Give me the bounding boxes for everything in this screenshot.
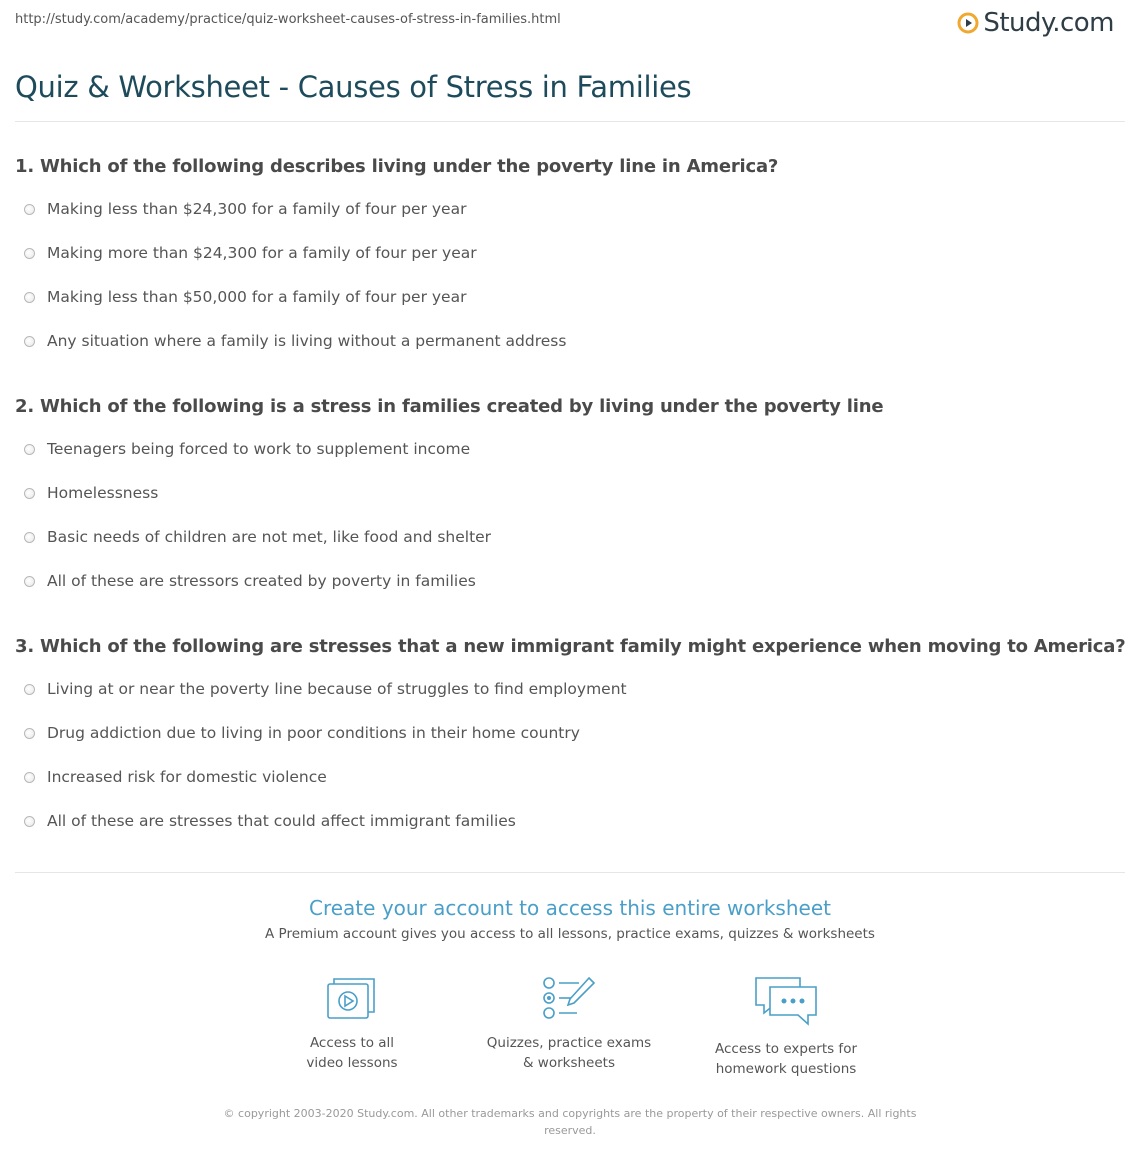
option-label: Basic needs of children are not met, like food and shelter <box>47 528 492 546</box>
answer-option[interactable] <box>24 244 477 262</box>
radio-button[interactable] <box>24 204 35 215</box>
copyright-notice: © copyright 2003-2020 Study.com. All other trademarks and copyrights are the property of their respective owners. All rights reserved. <box>223 1107 917 1137</box>
option-label: All of these are stresses that could affect immigrant families <box>47 812 516 830</box>
question-1: 1. Which of the following describes living under the poverty line in America? <box>15 156 779 177</box>
feature-experts <box>686 975 886 1079</box>
radio-button[interactable] <box>24 444 35 455</box>
feature-video-lessons <box>252 975 452 1073</box>
radio-button[interactable] <box>24 772 35 783</box>
radio-button[interactable] <box>24 684 35 695</box>
answer-option[interactable] <box>24 484 158 502</box>
feature-label: Quizzes, practice exams & worksheets <box>486 1035 652 1071</box>
answer-option[interactable] <box>24 440 470 458</box>
url-bar: http://study.com/academy/practice/quiz-worksheet-causes-of-stress-in-families.html <box>15 12 561 27</box>
radio-button[interactable] <box>24 816 35 827</box>
radio-button[interactable] <box>24 248 35 259</box>
answer-option[interactable] <box>24 200 466 218</box>
page-title: Quiz & Worksheet - Causes of Stress in Families <box>15 70 692 104</box>
feature-label: Access to experts for homework questions <box>714 1041 857 1077</box>
answer-option[interactable] <box>24 680 627 698</box>
radio-button[interactable] <box>24 292 35 303</box>
chat-experts-icon <box>754 975 818 1027</box>
feature-label: Access to all video lessons <box>306 1035 398 1071</box>
option-label: All of these are stressors created by poverty in families <box>47 572 476 590</box>
create-account-link[interactable]: Create your account to access this entire worksheet <box>309 896 831 920</box>
premium-description: A Premium account gives you access to all lessons, practice exams, quizzes & worksheets <box>265 926 875 942</box>
radio-button[interactable] <box>24 336 35 347</box>
answer-option[interactable] <box>24 768 327 786</box>
option-label: Making less than $50,000 for a family of four per year <box>47 288 467 306</box>
question-2: 2. Which of the following is a stress in families created by living under the poverty line <box>15 396 884 417</box>
answer-option[interactable] <box>24 812 516 830</box>
radio-button[interactable] <box>24 728 35 739</box>
question-3: 3. Which of the following are stresses that a new immigrant family might experience when moving to America? <box>15 636 1126 657</box>
radio-button[interactable] <box>24 532 35 543</box>
video-lessons-icon <box>326 975 378 1021</box>
option-label: Any situation where a family is living without a permanent address <box>47 332 567 350</box>
quiz-checklist-icon <box>541 975 597 1021</box>
option-label: Increased risk for domestic violence <box>47 768 327 786</box>
option-label: Drug addiction due to living in poor conditions in their home country <box>47 724 580 742</box>
logo-text: Study.com <box>983 8 1114 38</box>
radio-button[interactable] <box>24 488 35 499</box>
answer-option[interactable] <box>24 332 566 350</box>
answer-option[interactable] <box>24 288 466 306</box>
title-divider <box>15 121 1125 122</box>
answer-option[interactable] <box>24 572 476 590</box>
option-label: Living at or near the poverty line because of struggles to find employment <box>47 680 627 698</box>
answer-option[interactable] <box>24 724 580 742</box>
study-logo[interactable] <box>957 8 1114 38</box>
questions-divider <box>15 872 1125 873</box>
feature-quizzes <box>469 975 669 1073</box>
radio-button[interactable] <box>24 576 35 587</box>
answer-option[interactable] <box>24 528 491 546</box>
option-label: Teenagers being forced to work to supplement income <box>47 440 471 458</box>
option-label: Making less than $24,300 for a family of four per year <box>47 200 467 218</box>
play-circle-icon <box>957 12 979 34</box>
option-label: Homelessness <box>47 484 159 502</box>
option-label: Making more than $24,300 for a family of four per year <box>47 244 477 262</box>
